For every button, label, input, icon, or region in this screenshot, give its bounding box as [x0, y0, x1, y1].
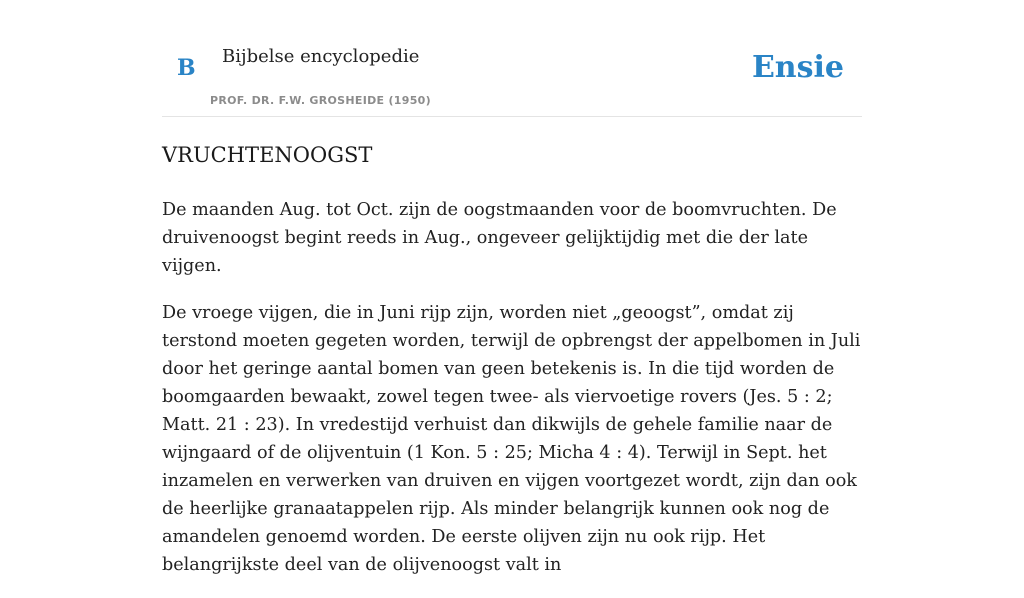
book-logo-icon[interactable]: B — [177, 55, 196, 81]
header — [162, 0, 862, 117]
ensie-logo-link[interactable]: Ensie — [751, 50, 844, 85]
entry-paragraph: De vroege vijgen, die in Juni rijp zijn, worden niet „geoogst”, omdat zij terstond moeten gegeten worden, terwijl de opbrengst der appelbomen in Juli door het geringe aantal bomen van geen betekenis is. In die tijd worden de boomgaarden bewaakt, zowel tegen twee- als viervoetige rovers (Jes. 5 : 2; Matt. 21 : 23). In vredestijd verhuist dan dikwijls de gehele familie naar de wijngaard of de olijventuin (1 Kon. 5 : 25; Micha 4 : 4). Terwijl in Sept. het inzamelen en verwerken van druiven en vijgen voortgezet wordt, zijn dan ook de heerlijke granaatappelen rijp. Als minder belangrijk kunnen ook nog de amandelen genoemd worden. De eerste olijven zijn nu ook rijp. Het belangrijkste deel van de olijvenoogst valt in — [162, 303, 861, 575]
book-title-link[interactable]: Bijbelse encyclopedie — [222, 46, 420, 67]
entry-content — [162, 138, 864, 598]
entry-paragraph: De maanden Aug. tot Oct. zijn de oogstmaanden voor de boomvruchten. De druivenoogst begint reeds in Aug., ongeveer gelijktijdig met die der late vijgen. — [162, 200, 837, 276]
author-label: PROF. DR. F.W. GROSHEIDE (1950) — [210, 94, 431, 107]
entry-title: VRUCHTENOOGST — [162, 143, 373, 167]
